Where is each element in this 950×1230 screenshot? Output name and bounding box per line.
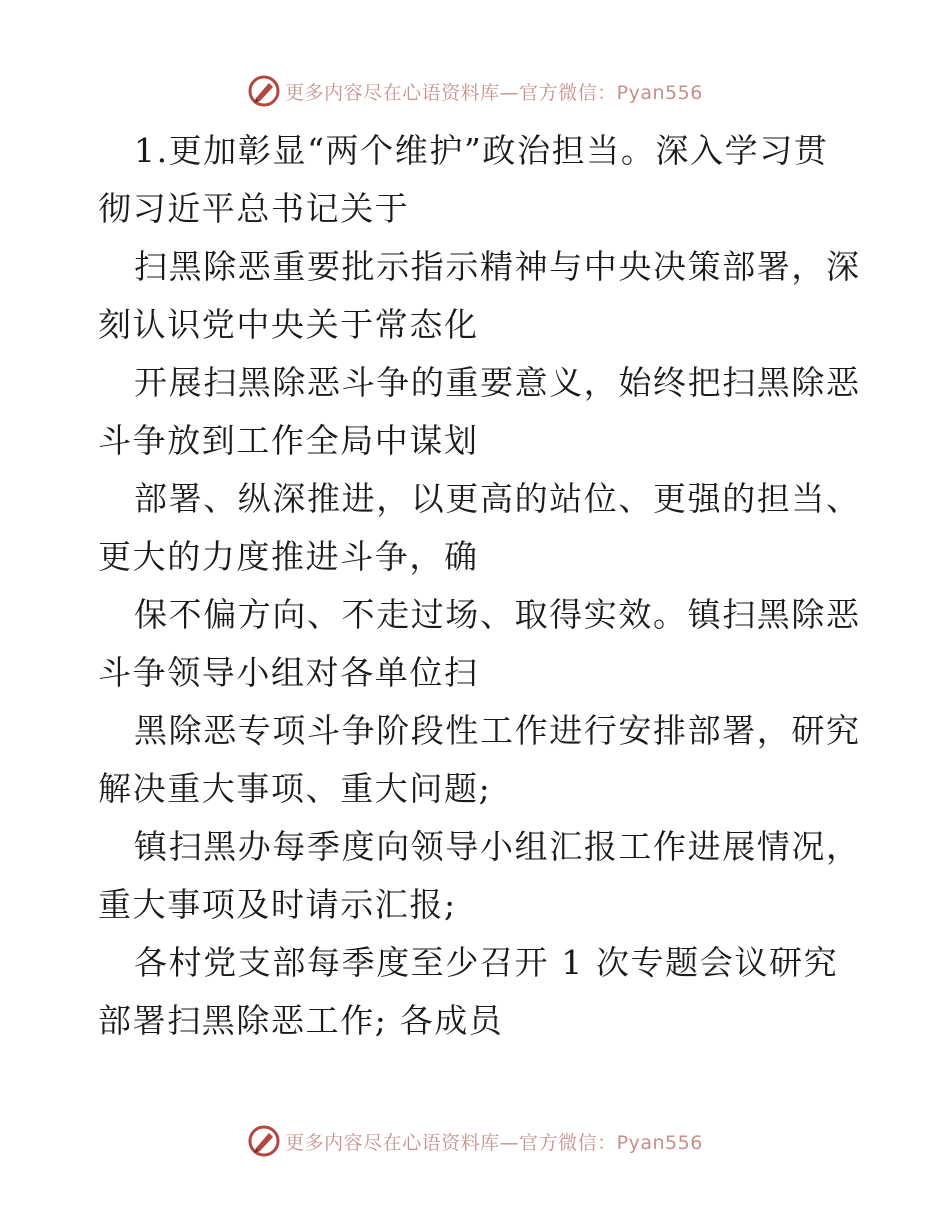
paragraph-line: 重大事项及时请示汇报; <box>98 885 457 924</box>
paragraph-line: 刻认识党中央关于常态化 <box>98 305 479 344</box>
paragraph-line: 彻习近平总书记关于 <box>98 189 410 228</box>
paragraph-line: 开展扫黑除恶斗争的重要意义，始终把扫黑除恶 <box>134 363 861 402</box>
paragraph-line: 解决重大事项、重大问题; <box>98 769 492 808</box>
paragraph-6 <box>98 702 861 818</box>
pen-logo-icon <box>247 1124 281 1158</box>
paragraph-line: 斗争放到工作全局中谋划 <box>98 421 479 460</box>
paragraph-1 <box>98 122 858 238</box>
paragraph-line: 部署扫黑除恶工作; 各成员 <box>98 1001 504 1040</box>
paragraph-line: 扫黑除恶重要批示指示精神与中央决策部署，深 <box>134 247 861 286</box>
paragraph-line: 更大的力度推进斗争，确 <box>98 537 479 576</box>
paragraph-3 <box>98 354 861 470</box>
watermark-text: 更多内容尽在心语资料库—官方微信：Pyan556 <box>285 1131 703 1154</box>
paragraph-line: 各村党支部每季度至少召开 1 次专题会议研究 <box>134 943 839 982</box>
paragraph-7 <box>98 818 861 934</box>
paragraph-5 <box>98 586 861 702</box>
document-body <box>98 122 861 1050</box>
paragraph-line: 斗争领导小组对各单位扫 <box>98 653 479 692</box>
header-watermark <box>0 74 950 108</box>
paragraph-8 <box>98 934 858 1050</box>
paragraph-line: 1.更加彰显“两个维护”政治担当。深入学习贯 <box>134 131 829 170</box>
paragraph-line: 保不偏方向、不走过场、取得实效。镇扫黑除恶 <box>134 595 861 634</box>
paragraph-line: 部署、纵深推进，以更高的站位、更强的担当、 <box>134 479 861 518</box>
footer-watermark <box>0 1124 950 1158</box>
paragraph-line: 镇扫黑办每季度向领导小组汇报工作进展情况， <box>134 827 861 866</box>
paragraph-2 <box>98 238 861 354</box>
watermark-text: 更多内容尽在心语资料库—官方微信：Pyan556 <box>285 81 703 104</box>
pen-logo-icon <box>247 74 281 108</box>
paragraph-4 <box>98 470 861 586</box>
paragraph-line: 黑除恶专项斗争阶段性工作进行安排部署，研究 <box>134 711 861 750</box>
